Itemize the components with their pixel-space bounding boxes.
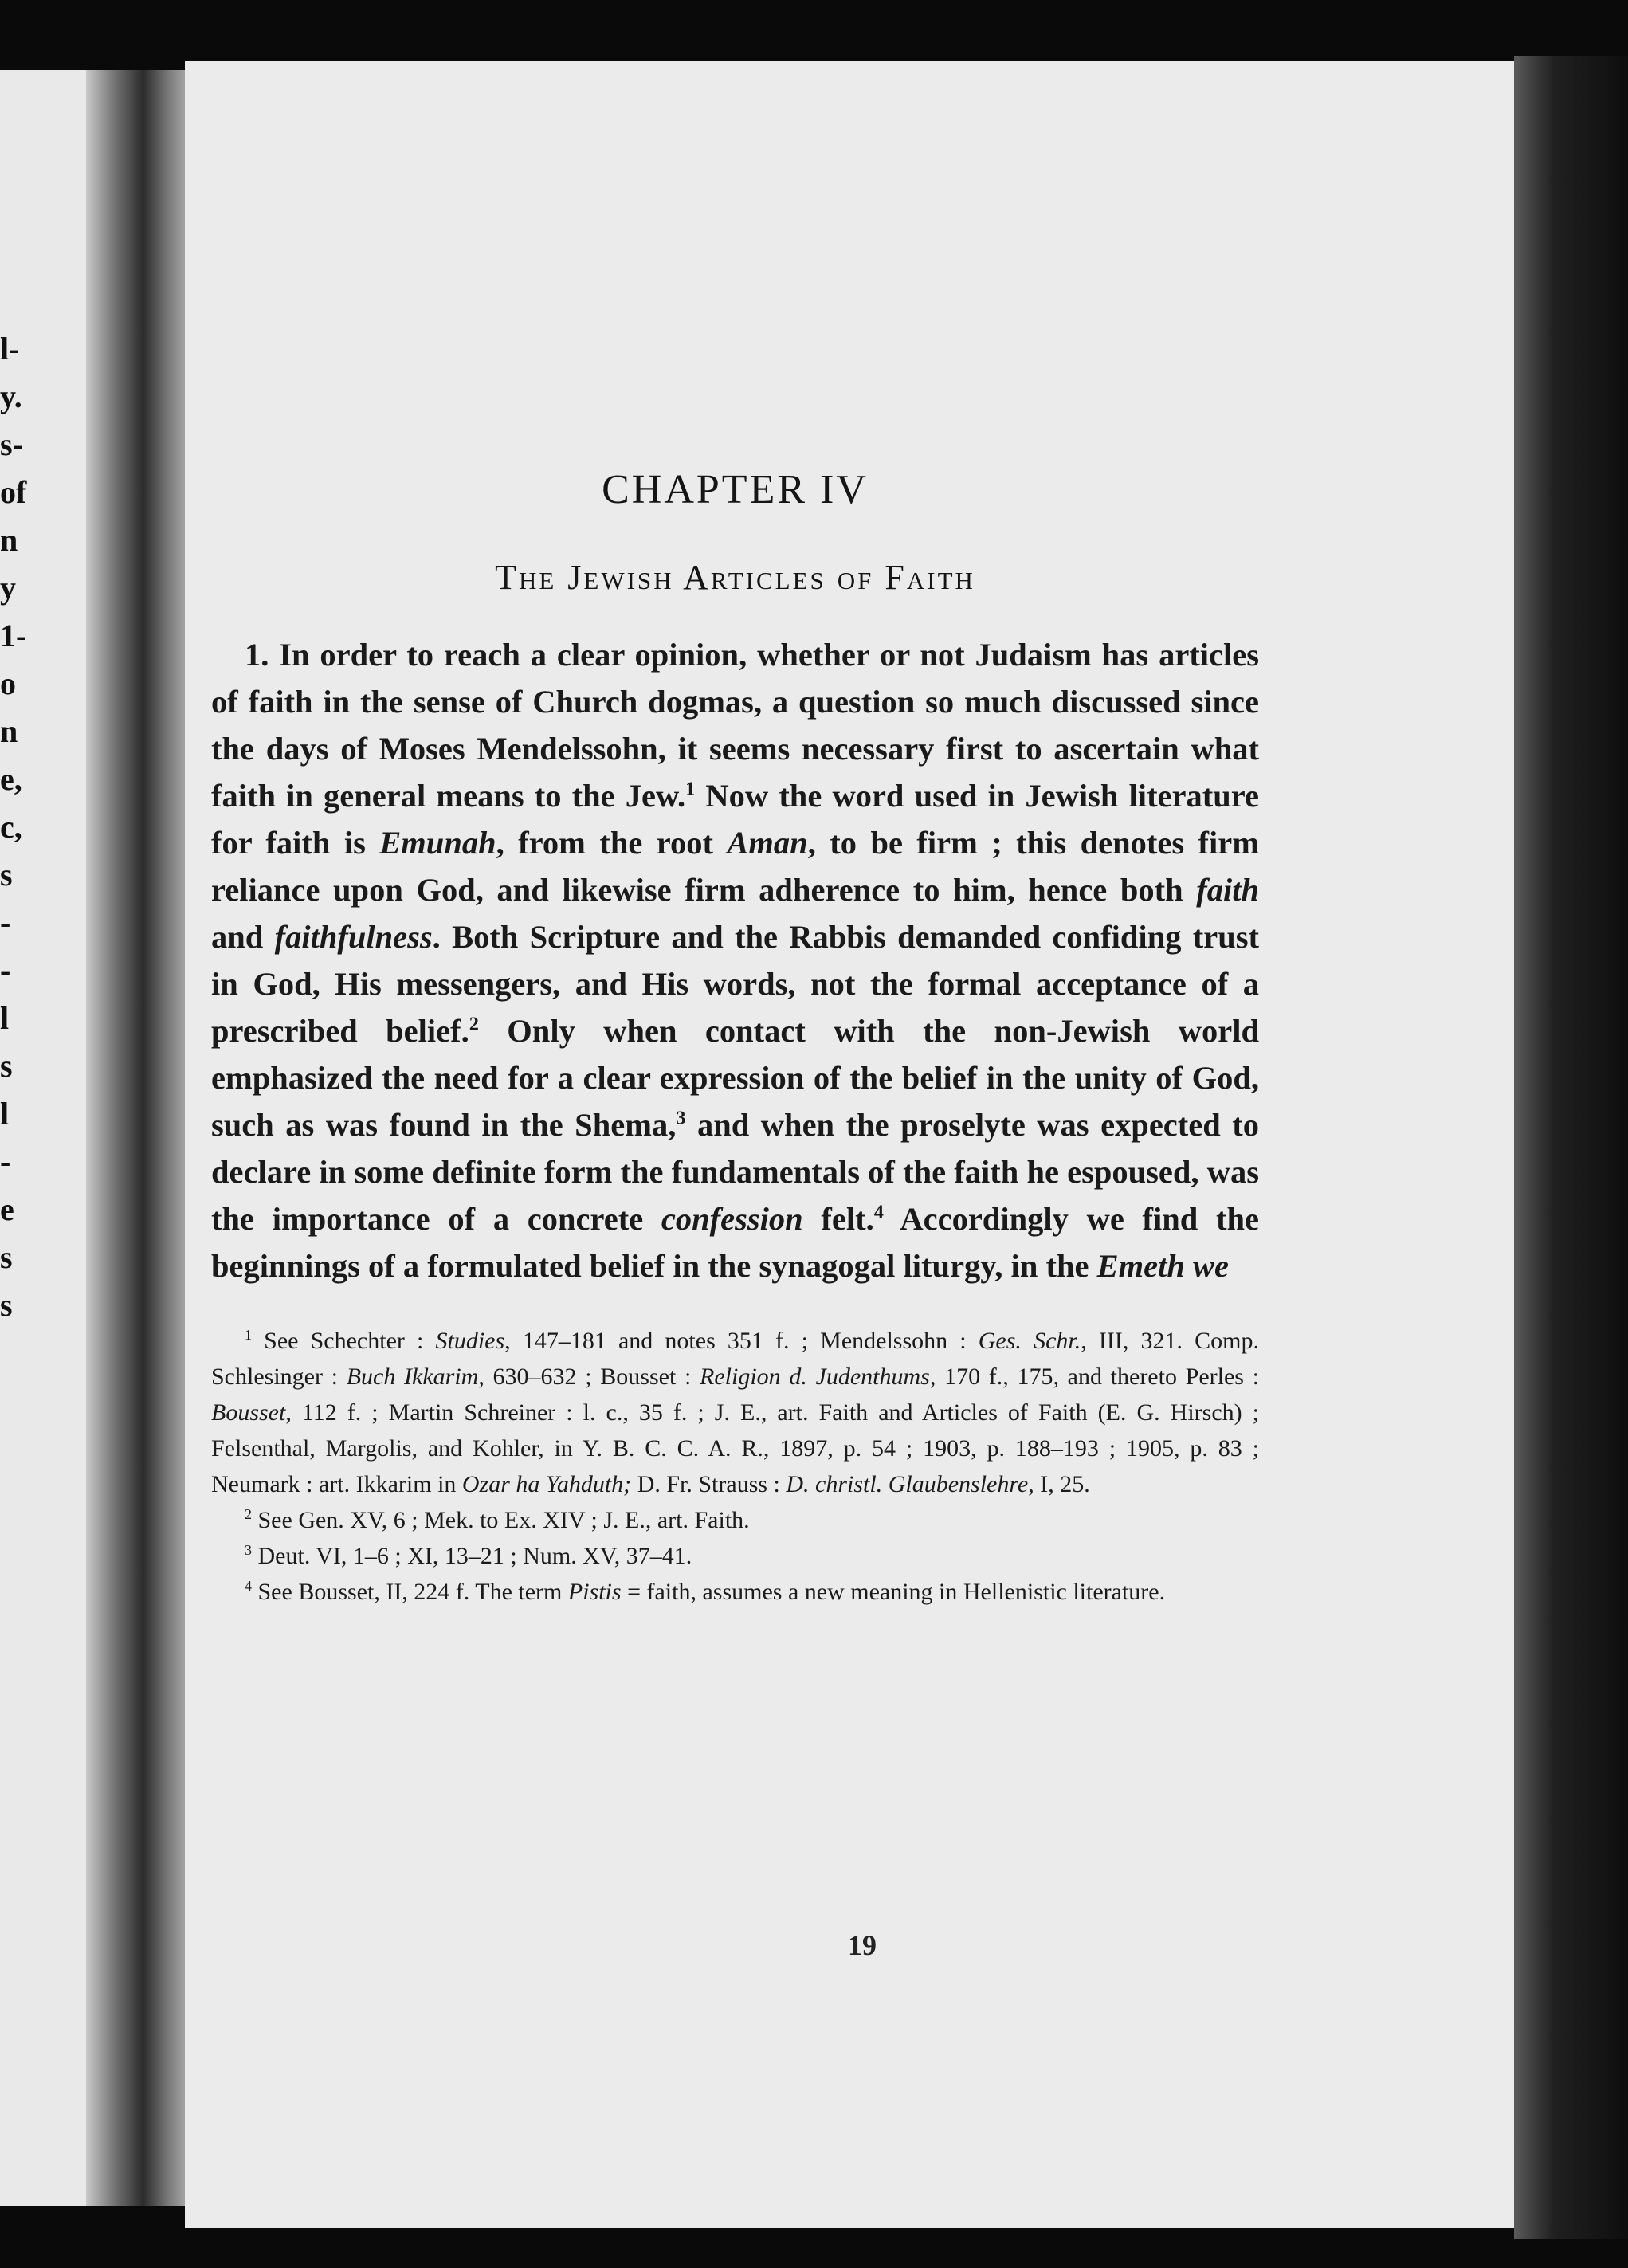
italic-text: Religion d. Judenthums — [700, 1364, 930, 1390]
footnote-marker: 3 — [676, 1107, 686, 1129]
facing-page-fragment: - — [0, 952, 11, 988]
footnote-number: 1 — [245, 1327, 252, 1343]
facing-page-fragment: s- — [0, 426, 23, 462]
text-run: See Gen. XV, 6 ; Mek. to Ex. XIV ; J. E., art. Faith. — [252, 1507, 750, 1533]
facing-page-fragment: o — [0, 665, 16, 701]
italic-text: Emeth we — [1096, 1248, 1229, 1284]
facing-page-fragment: - — [0, 1144, 11, 1179]
page-number: 19 — [848, 1929, 877, 1961]
text-run: See Bousset, II, 224 f. The term — [252, 1579, 568, 1605]
paragraph-number: 1. — [245, 637, 269, 673]
facing-page-fragment: l- — [0, 331, 20, 367]
italic-text: confession — [661, 1201, 803, 1237]
text-run: felt. — [802, 1201, 874, 1237]
facing-page-fragment: c, — [0, 809, 22, 845]
facing-page-fragment: s — [0, 1048, 13, 1084]
text-run: Accordingly we find the beginnings of a formulated belief in the synagogal liturgy, in the — [211, 1201, 1259, 1284]
footnote — [211, 1574, 1259, 1610]
facing-page-fragment: n — [0, 522, 18, 558]
italic-text: faith — [1196, 872, 1259, 908]
page-content — [211, 466, 1259, 1610]
italic-text: Pistis — [567, 1579, 622, 1605]
italic-text: faithfulness — [274, 919, 433, 955]
facing-page-fragment: y. — [0, 379, 22, 414]
facing-page-fragment: s — [0, 857, 13, 893]
italic-text: Aman — [727, 825, 808, 861]
footnote — [211, 1323, 1259, 1502]
italic-text: Bousset — [211, 1399, 286, 1426]
text-run: Only when contact with the non-Jewish world emphasized the need for a clear expression of the belief in the unity of God, such as was found in the Shema, — [211, 1013, 1260, 1143]
text-run: and when the proselyte was expected to declare in some definite form the fundamentals of the faith he espoused, was the importance of a concrete — [211, 1107, 1260, 1237]
text-run: and — [211, 919, 275, 955]
italic-text: D. christl. Glaubenslehre — [786, 1471, 1029, 1497]
footnote — [211, 1502, 1259, 1538]
text-run: , III, 321. Comp. Schlesinger : — [211, 1328, 1259, 1390]
footnotes — [211, 1323, 1259, 1610]
footnote-marker: 4 — [873, 1201, 884, 1223]
facing-page-fragment: of — [0, 474, 27, 510]
section-title: The Jewish Articles of Faith — [495, 558, 975, 597]
footnote-number: 4 — [245, 1578, 252, 1594]
facing-page-fragment: n — [0, 713, 18, 749]
text-run: Now the word used in Jewish literature for faith is — [211, 778, 1259, 861]
italic-text: Ges. Schr. — [978, 1328, 1081, 1354]
footnote-marker: 2 — [469, 1013, 479, 1035]
facing-page-text-fragments — [0, 325, 32, 1329]
text-run: In order to reach a clear opinion, whether or not Judaism has articles of faith in the sense of Church dogmas, a question so much discussed since the days of Moses Mendelssohn, it seems necessary first to ascertain what faith in general means to the Jew. — [211, 637, 1260, 814]
text-run: , to be firm ; this denotes firm reliance upon God, and likewise firm adherence to him, hence both — [211, 825, 1260, 908]
italic-text: Emunah — [379, 825, 496, 861]
text-run: , 147–181 and notes 351 f. ; Mendelssohn : — [504, 1328, 979, 1354]
italic-text: Studies — [435, 1328, 505, 1354]
text-run: , from the root — [496, 825, 728, 861]
footnote — [211, 1538, 1259, 1574]
facing-page-fragment: e — [0, 1191, 14, 1227]
facing-page-fragment: 1- — [0, 618, 27, 653]
body-paragraph — [211, 631, 1259, 1289]
facing-page-fragment: l — [0, 1096, 10, 1132]
italic-text: Buch Ikkarim — [346, 1364, 479, 1390]
text-run: , I, 25. — [1028, 1471, 1090, 1497]
text-run: , 170 f., 175, and thereto Perles : — [929, 1364, 1260, 1390]
page-edge-shadow — [1514, 56, 1628, 2239]
text-run: = faith, assumes a new meaning in Hellenistic literature. — [621, 1579, 1166, 1605]
facing-page-fragment: s — [0, 1239, 13, 1275]
footnote-marker: 1 — [685, 778, 696, 800]
text-run: , 630–632 ; Bousset : — [478, 1364, 700, 1390]
facing-page-fragment: - — [0, 904, 11, 940]
facing-page-fragment: y — [0, 570, 16, 606]
facing-page-fragment: e, — [0, 761, 22, 797]
text-run: . Both Scripture and the Rabbis demanded confiding trust in God, His messengers, and His words, not the formal acceptance of a prescribed belief. — [211, 919, 1259, 1049]
text-run: Deut. VI, 1–6 ; XI, 13–21 ; Num. XV, 37–41. — [252, 1543, 692, 1569]
italic-text: Ozar ha Yahduth; — [461, 1471, 632, 1497]
facing-page-fragment: s — [0, 1287, 13, 1323]
footnote-number: 2 — [245, 1506, 252, 1522]
text-run: D. Fr. Strauss : — [631, 1471, 787, 1497]
text-run: See Schechter : — [252, 1328, 436, 1354]
facing-page-fragment: l — [0, 1000, 10, 1036]
footnote-number: 3 — [245, 1542, 252, 1558]
text-run: , 112 f. ; Martin Schreiner : l. c., 35 f. ; J. E., art. Faith and Articles of Faith (E. G. Hirsch) ; Felsenthal, Margolis, and Kohler, in Y. B. C. C. A. R., 1897, p. 54 ; 1903, p. 188–193 ; 1905, p. 83 ; Neumark : art. Ikkarim in — [211, 1399, 1259, 1497]
chapter-title: CHAPTER IV — [602, 467, 869, 512]
